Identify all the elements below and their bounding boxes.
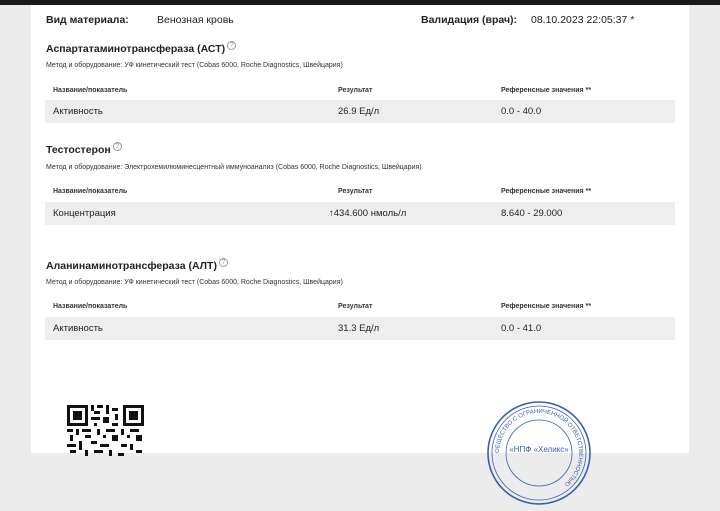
material-meta-row <box>31 14 689 28</box>
result-with-flag <box>329 208 406 219</box>
result-value: 26.9 Ед/л <box>338 106 380 117</box>
test-method-testosterone: Метод и оборудование: Электрохемилюминесцентный иммуноанализ (Cobas 6000, Roche Diagnostics, Швейцария) <box>46 164 422 171</box>
reference-value: 0.0 - 40.0 <box>501 106 542 117</box>
test-title-alt <box>46 260 228 272</box>
help-icon[interactable]: ? <box>227 41 236 50</box>
qr-code-graphic <box>67 405 144 458</box>
stamp-ring-text: ОБЩЕСТВО С ОГРАНИЧЕННОЙ ОТВЕТСТВЕННОСТЬЮ <box>494 408 584 487</box>
material-value: Венозная кровь <box>157 14 234 26</box>
reference-value: 0.0 - 41.0 <box>501 323 542 334</box>
test-title-ast <box>46 43 236 55</box>
table-row <box>45 317 675 340</box>
test-title-testosterone <box>46 144 122 156</box>
validation-value: 08.10.2023 22:05:37 * <box>531 14 635 26</box>
param-name: Концентрация <box>53 208 116 219</box>
col-head-result: Результат <box>338 87 373 94</box>
result-value: 434.600 нмоль/л <box>333 208 407 219</box>
high-arrow-icon: ↑ <box>329 208 334 219</box>
col-head-reference: Референсные значения ** <box>501 87 592 94</box>
help-icon[interactable]: ? <box>113 142 122 151</box>
col-head-result: Результат <box>338 303 373 310</box>
table-row <box>45 202 675 225</box>
param-name: Активность <box>53 323 103 334</box>
qr-code <box>67 405 144 458</box>
stamp-graphic <box>486 400 592 506</box>
reference-value: 8.640 - 29.000 <box>501 208 563 219</box>
test-title-text: Аспартатаминотрансфераза (АСТ) <box>46 43 226 55</box>
validation-label: Валидация (врач): <box>421 14 518 26</box>
result-value: 31.3 Ед/л <box>338 323 380 334</box>
table-row <box>45 100 675 123</box>
col-head-name: Название/показатель <box>53 87 128 94</box>
test-title-text: Тестостерон <box>46 144 111 156</box>
col-head-name: Название/показатель <box>53 303 128 310</box>
col-head-name: Название/показатель <box>53 188 128 195</box>
param-name: Активность <box>53 106 103 117</box>
company-stamp <box>486 400 592 506</box>
help-icon[interactable]: ? <box>219 258 228 267</box>
material-label: Вид материала: <box>46 14 129 26</box>
col-head-reference: Референсные значения ** <box>501 188 592 195</box>
test-title-text: Аланинаминотрансфераза (АЛТ) <box>46 260 217 272</box>
col-head-reference: Референсные значения ** <box>501 303 592 310</box>
stamp-center-text: «НПФ «Хеликс» <box>509 445 569 454</box>
test-method-ast: Метод и оборудование: УФ кинетический тест (Cobas 6000, Roche Diagnostics, Швейцария) <box>46 62 343 69</box>
test-method-alt: Метод и оборудование: УФ кинетический тест (Cobas 6000, Roche Diagnostics, Швейцария) <box>46 279 343 286</box>
report-sheet <box>31 5 689 487</box>
col-head-result: Результат <box>338 188 373 195</box>
